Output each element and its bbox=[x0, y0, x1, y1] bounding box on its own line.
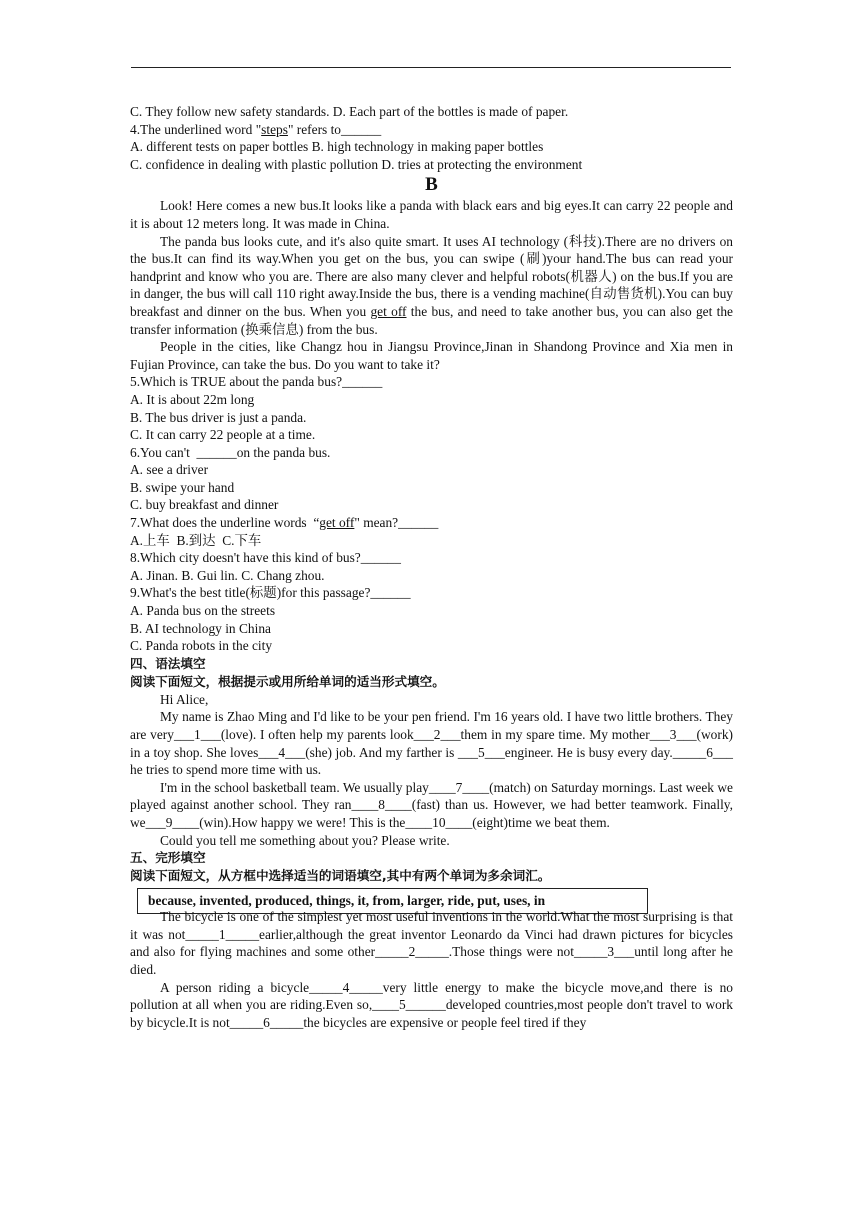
cloze-paragraph-1: The bicycle is one of the simplest yet most useful inventions in the world.What the most surprising is that it was not_____1_____earlier,although the great inventor Leonardo da Vinci had drawn pictures for bicycles and also for flying machines and some other_____2_____.Those things were not_____3___until long after he died. bbox=[130, 909, 733, 977]
q6-option-a: A. see a driver bbox=[130, 462, 209, 478]
blank-2: ___2___ bbox=[413, 727, 461, 742]
section-4-instruction: 阅读下面短文，根据提示或用所给单词的适当形式填空。 bbox=[130, 673, 445, 689]
q9-option-a: A. Panda bus on the streets bbox=[130, 603, 276, 619]
section-5-instruction: 阅读下面短文，从方框中选择适当的词语填空,其中有两个单词为多余词汇。 bbox=[130, 868, 551, 884]
q3-options-cd: C. They follow new safety standards. D. Each part of the bottles is made of paper. bbox=[130, 104, 569, 119]
page-content bbox=[130, 103, 740, 1031]
blank-10: ____10____ bbox=[405, 814, 473, 830]
q6-option-b: B. swipe your hand bbox=[130, 479, 235, 495]
q8-options: A. Jinan. B. Gui lin. C. Chang zhou. bbox=[130, 567, 325, 583]
q9-option-b: B. AI technology in China bbox=[130, 620, 271, 636]
q5-option-b: B. The bus driver is just a panda. bbox=[130, 409, 307, 425]
blank-3: ___3___ bbox=[649, 727, 697, 742]
blank-5: ___5___ bbox=[457, 744, 505, 760]
blank-9: ___9____ bbox=[145, 814, 200, 830]
word-box: because, invented, produced, things, it, from, larger, ride, put, uses, in bbox=[137, 888, 648, 914]
q9-stem: 9.What's the best title(标题)for this passage?______ bbox=[130, 585, 411, 601]
q5-stem: 5.Which is TRUE about the panda bus?______ bbox=[130, 374, 383, 390]
cloze-blank-1: _____1_____ bbox=[185, 926, 260, 942]
q6-option-c: C. buy breakfast and dinner bbox=[130, 497, 279, 513]
letter-paragraph-2: I'm in the school basketball team. We usually play____7____(match) on Saturday mornings. Last week we played against another school. They ran____8____(fast) than us. However, we had better teamwork. Finally, we___9____(win).How happy we were! This is the____10____(eight)time we beat them. bbox=[130, 779, 733, 830]
section-b-title: B bbox=[425, 174, 438, 196]
underlined-get-off: get off bbox=[370, 303, 407, 319]
blank-4: ___4___ bbox=[258, 744, 306, 760]
cloze-blank-3: _____3___ bbox=[573, 944, 635, 960]
q8-stem: 8.Which city doesn't have this kind of bus?______ bbox=[130, 550, 401, 566]
underlined-word-steps: steps bbox=[261, 121, 288, 137]
q6-stem: 6.You can't ______on the panda bus. bbox=[130, 444, 331, 460]
q4-options-ab: A. different tests on paper bottles B. high technology in making paper bottles bbox=[130, 139, 544, 155]
cloze-blank-6: _____6_____ bbox=[229, 1014, 304, 1030]
blank-1: ___1___ bbox=[173, 727, 221, 742]
cloze-paragraph-2: A person riding a bicycle_____4_____very little energy to make the bicycle move,and there is no pollution at all when you are riding.Even so,____5______developed countries,most people don't travel to work by bicycle.It is not_____6_____the bicycles are expensive or people feel tired if they bbox=[130, 979, 733, 1030]
blank-6: _____6___ bbox=[672, 744, 733, 760]
blank-7: ____7____ bbox=[428, 779, 490, 795]
cloze-blank-5: ____5______ bbox=[372, 997, 446, 1013]
q4-options-cd: C. confidence in dealing with plastic pollution D. tries at protecting the environment bbox=[130, 156, 583, 172]
blank-8: ____8____ bbox=[351, 797, 412, 813]
q9-option-c: C. Panda robots in the city bbox=[130, 638, 273, 654]
section-4-heading: 四、语法填空 bbox=[130, 655, 206, 671]
q7-options: A.上车 B.到达 C.下车 bbox=[130, 532, 262, 548]
passage-b-paragraph-2: The panda bus looks cute, and it's also quite smart. It uses AI technology (科技).There are no drivers on the bus.It can find its way.When you get on the bus, you can swipe (刷)your hand.The bus can read your handprint and know who you are. There are also many clever and helpful robots(机器人) on the bus.If you are in danger, the bus will call 110 right away.Inside the bus, there is a vending machine(自动售货机).You can buy breakfast and dinner on the bus. When you get off the bus, and need to take another bus, you can also get the transfer information (换乘信息) from the bus. bbox=[130, 233, 733, 337]
letter-paragraph-1: My name is Zhao Ming and I'd like to be your pen friend. I'm 16 years old. I have two little brothers. They are very___1___(love). I often help my parents look___2___them in my spare time. My mother___3___(work) in a toy shop. She loves___4___(she) job. And my farther is ___5___engineer. He is busy every day._____6___ he tries to spend more time with us. bbox=[130, 709, 740, 778]
q5-option-a: A. It is about 22m long bbox=[130, 391, 255, 407]
passage-b-paragraph-1: Look! Here comes a new bus.It looks like a panda with black ears and big eyes.It can carry 22 people and it is about 12 meters long. It was made in China. bbox=[130, 198, 733, 231]
header-rule bbox=[131, 67, 731, 68]
cloze-blank-2: _____2_____ bbox=[375, 944, 449, 960]
letter-greeting: Hi Alice, bbox=[160, 691, 209, 707]
section-5-heading: 五、完形填空 bbox=[130, 850, 206, 866]
q7-stem: 7.What does the underline words “get off" mean?______ bbox=[130, 515, 439, 531]
letter-paragraph-3: Could you tell me something about you? Please write. bbox=[160, 832, 450, 848]
q4-stem: 4.The underlined word "steps" refers to______ bbox=[130, 121, 382, 137]
cloze-blank-4: _____4_____ bbox=[309, 979, 383, 995]
passage-b-paragraph-3: People in the cities, like Changz hou in Jiangsu Province,Jinan in Shandong Province and Xia men in Fujian Province, can take the bus. Do you want to take it? bbox=[130, 339, 733, 372]
q5-option-c: C. It can carry 22 people at a time. bbox=[130, 427, 316, 443]
